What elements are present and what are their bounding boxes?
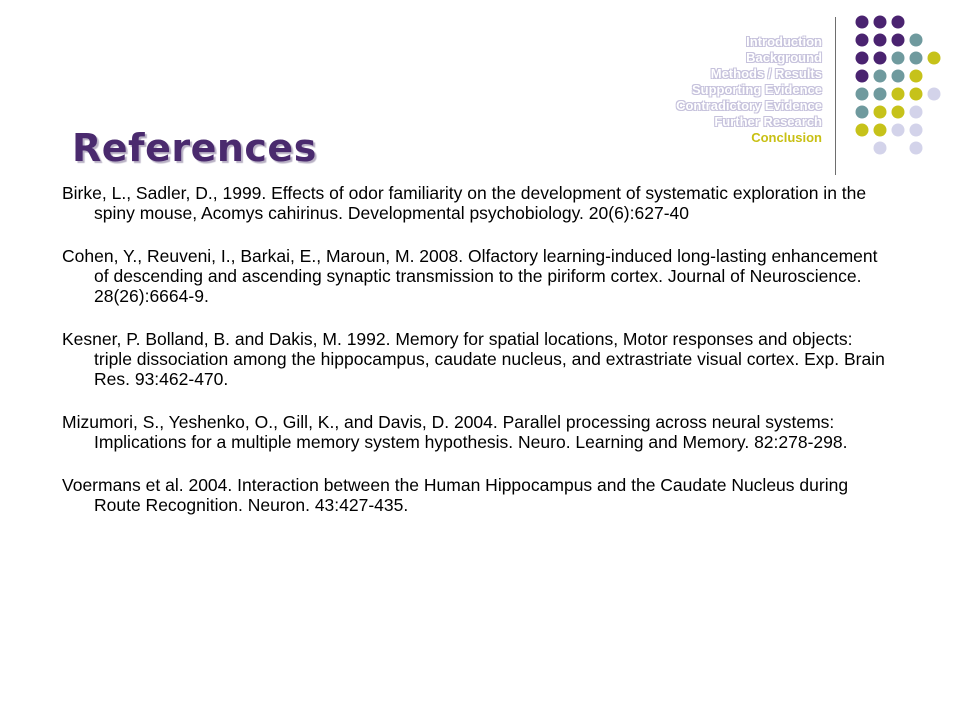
nav-item-introduction[interactable]: Introduction	[746, 34, 822, 49]
divider-line	[835, 17, 836, 175]
decor-dot	[892, 16, 905, 29]
decor-dot	[856, 34, 869, 47]
nav-item-supporting-evidence[interactable]: Supporting Evidence	[691, 82, 822, 97]
decor-dot	[856, 52, 869, 65]
decor-dot	[892, 124, 905, 137]
decor-dot	[928, 52, 941, 65]
decor-dot	[874, 124, 887, 137]
decor-dot	[910, 142, 923, 155]
decor-dot	[892, 106, 905, 119]
decor-dot	[874, 34, 887, 47]
reference-item: Mizumori, S., Yeshenko, O., Gill, K., and Davis, D. 2004. Parallel processing across neural systems: Implications for a multiple memory system hypothesis. Neuro. Learning and Memory. 82:278-298.	[62, 412, 848, 452]
reference-item: Voermans et al. 2004. Interaction between the Human Hippocampus and the Caudate Nucleus during Route Recognition. Neuron. 43:427-435.	[62, 475, 849, 515]
reference-item: Birke, L., Sadler, D., 1999. Effects of odor familiarity on the development of systematic exploration in the spiny mouse, Acomys cahirinus. Developmental psychobiology. 20(6):627-40	[62, 183, 867, 223]
decor-dot	[874, 16, 887, 29]
reference-item: Cohen, Y., Reuveni, I., Barkai, E., Maroun, M. 2008. Olfactory learning-induced long-lasting enhancement of descending and ascending synaptic transmission to the piriform cortex. Journal of Neuroscience. 28(26):6664-9.	[62, 246, 878, 306]
decor-dot	[892, 88, 905, 101]
decor-dot	[874, 106, 887, 119]
decor-dot	[856, 88, 869, 101]
decor-dot	[892, 70, 905, 83]
decor-dot	[856, 70, 869, 83]
decor-dot	[874, 88, 887, 101]
slide-title: References	[72, 126, 317, 170]
nav-item-background[interactable]: Background	[746, 50, 822, 65]
decor-dot	[910, 88, 923, 101]
nav-item-contradictory-evidence[interactable]: Contradictory Evidence	[676, 98, 822, 113]
nav-item-conclusion[interactable]: Conclusion	[751, 130, 822, 145]
decor-dot	[910, 52, 923, 65]
decor-dot	[910, 124, 923, 137]
decor-dot	[910, 34, 923, 47]
decor-dot	[856, 106, 869, 119]
decor-dot	[856, 16, 869, 29]
decor-dot	[910, 70, 923, 83]
decor-dot	[874, 70, 887, 83]
decor-dot	[856, 124, 869, 137]
decor-dot	[874, 52, 887, 65]
decor-dot	[892, 52, 905, 65]
decor-dot	[892, 34, 905, 47]
reference-item: Kesner, P. Bolland, B. and Dakis, M. 1992. Memory for spatial locations, Motor responses and objects: triple dissociation among the hippocampus, caudate nucleus, and extrastriate visual cortex. Exp. Brain Res. 93:462-470.	[62, 329, 885, 389]
nav-item-methods-results[interactable]: Methods / Results	[710, 66, 822, 81]
decor-dot	[874, 142, 887, 155]
section-nav	[676, 34, 822, 146]
reference-list	[62, 183, 892, 538]
decor-dot	[910, 106, 923, 119]
decor-dot	[928, 88, 941, 101]
nav-item-further-research[interactable]: Further Research	[714, 114, 822, 129]
